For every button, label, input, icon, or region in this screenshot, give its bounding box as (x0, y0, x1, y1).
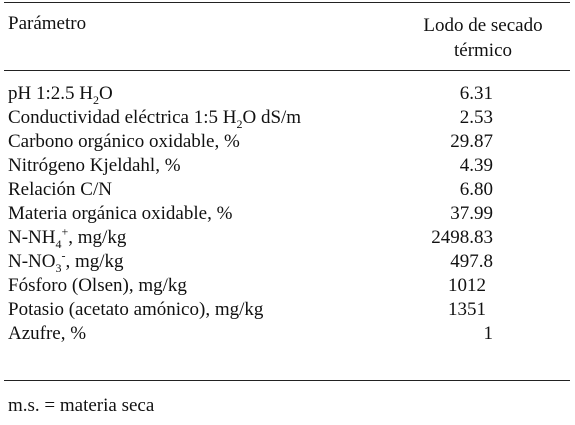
row-value: 2498.83 (431, 227, 493, 248)
table-row (0, 250, 575, 274)
row-value: 2.53 (459, 107, 493, 128)
row-label: $N-NH_4^+$, mg/kg (8, 224, 127, 251)
table-row (0, 298, 575, 322)
bottom-rule (4, 380, 570, 381)
header-value-line2: térmico (453, 40, 513, 61)
footnote: m.s. = materia seca (8, 395, 155, 416)
header-rule (4, 70, 570, 71)
row-label: Azufre, % (8, 323, 87, 344)
row-label: $N-NO_3^-$, mg/kg (8, 248, 124, 275)
row-label: pH 1:2.5 $H_2O$ (8, 83, 113, 107)
table-row (0, 202, 575, 226)
row-value: 37.99 (450, 203, 493, 224)
row-value: 1012 (448, 275, 486, 296)
row-label: Potasio (acetato amónico), mg/kg (8, 299, 264, 320)
top-rule (4, 2, 570, 3)
row-label: Fósforo (Olsen), mg/kg (8, 275, 187, 296)
header-parameter: Parámetro (8, 13, 87, 34)
row-value: 29.87 (450, 131, 493, 152)
row-value: 6.31 (459, 83, 493, 104)
header-value-line1: Lodo de secado (423, 15, 543, 36)
table-row (0, 154, 575, 178)
row-value: 1 (483, 323, 493, 344)
row-label: Materia orgánica oxidable, % (8, 203, 233, 224)
table-row (0, 274, 575, 298)
row-value: 497.8 (450, 251, 493, 272)
row-label: Relación C/N (8, 179, 112, 200)
table-row (0, 130, 575, 154)
table-row (0, 226, 575, 250)
row-label: Conductividad eléctrica 1:5 $H_2O$ dS/m (8, 107, 302, 131)
table-row (0, 322, 575, 346)
row-value: 1351 (448, 299, 486, 320)
row-label: Nitrógeno Kjeldahl, % (8, 155, 181, 176)
row-value: 4.39 (459, 155, 493, 176)
table-row (0, 178, 575, 202)
row-label: Carbono orgánico oxidable, % (8, 131, 240, 152)
row-value: 6.80 (459, 179, 493, 200)
header-value-column (400, 13, 566, 63)
table-row (0, 106, 575, 130)
table-body (0, 82, 575, 346)
table-row (0, 82, 575, 106)
